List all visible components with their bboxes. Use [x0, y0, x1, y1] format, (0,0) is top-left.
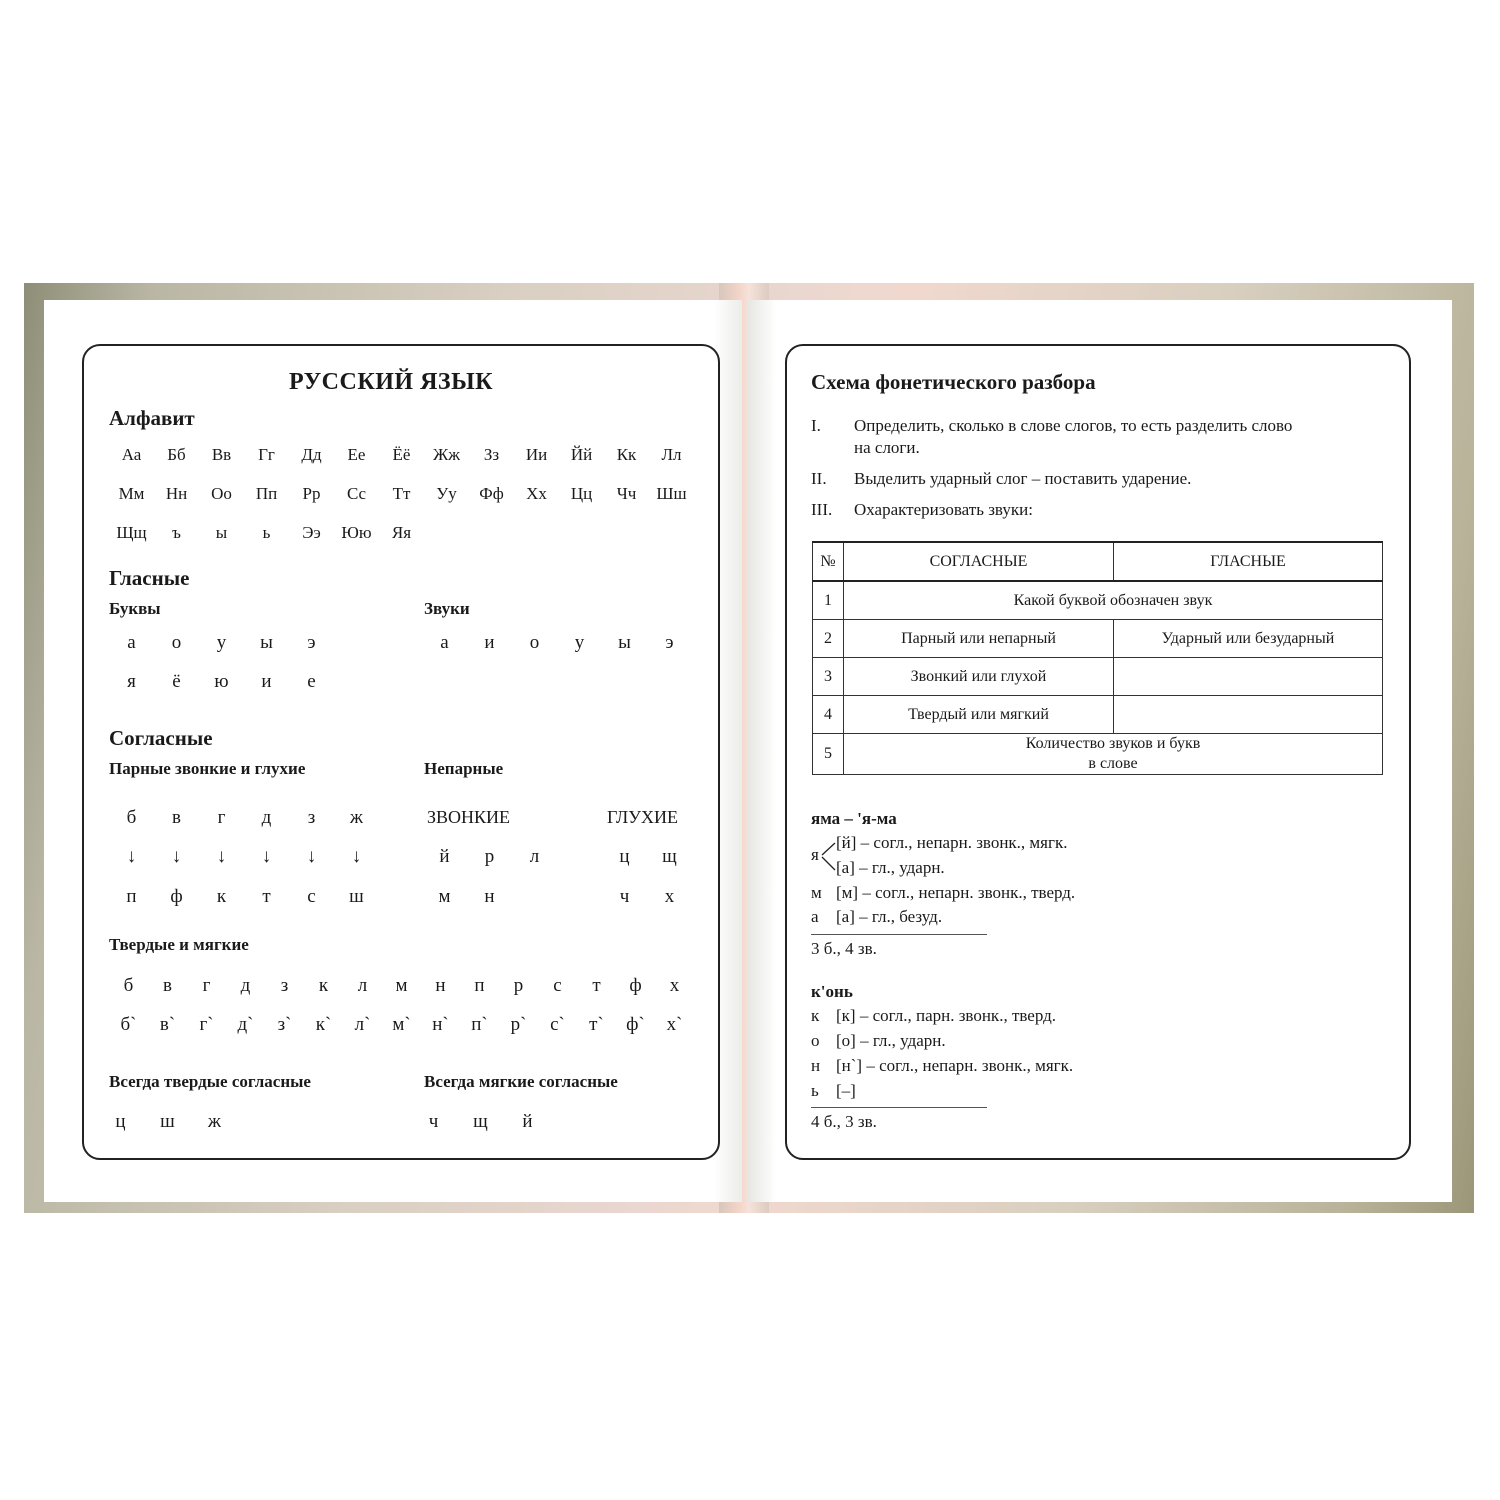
example-word: яма – 'я-ма — [811, 809, 897, 828]
example-line: [к] – согл., парн. звонк., тверд. — [836, 1006, 1057, 1025]
alphabet-row-2 — [109, 484, 694, 504]
vowel-letter: ё — [172, 671, 181, 692]
consonant-letter: н` — [432, 1014, 449, 1035]
vowel-letter: э — [307, 632, 316, 653]
alphabet-letter: ь — [262, 523, 271, 542]
alphabet-letter: Дд — [301, 445, 322, 464]
arrow-down-icon: ↓ — [126, 846, 137, 867]
consonant-letter: р — [484, 846, 495, 867]
table-cell-number: 3 — [813, 658, 844, 696]
example-letter: а — [811, 907, 819, 926]
vowel-letter: а — [127, 632, 136, 653]
consonant-letter: р — [513, 975, 524, 996]
consonant-letter: б — [126, 807, 137, 828]
alphabet-letter: Пп — [255, 484, 278, 503]
consonant-letter: м — [438, 886, 451, 907]
consonant-letter: х` — [666, 1014, 683, 1035]
alphabet-letter: Оо — [211, 484, 232, 503]
step-text: Определить, сколько в слове слогов, то есть разделить слово — [854, 416, 1293, 435]
alphabet-letter: Мм — [118, 484, 145, 503]
soft-consonants-row — [109, 1014, 694, 1036]
consonant-letter: ф — [629, 975, 642, 996]
consonant-letter: х — [669, 975, 680, 996]
consonant-letter: т — [262, 886, 271, 907]
consonant-letter: п — [126, 886, 137, 907]
table-cell-line: Количество звуков и букв — [1025, 735, 1201, 752]
phonetic-scheme-title: Схема фонетического разбора — [811, 370, 1096, 394]
vowel-sound: ы — [618, 632, 631, 653]
consonant-letter: т — [592, 975, 601, 996]
alphabet-letter: Йй — [570, 445, 593, 464]
alphabet-letter: Фф — [479, 484, 504, 503]
consonant-letter: ф` — [626, 1014, 645, 1035]
step-number: III. — [811, 500, 833, 519]
arrow-down-icon: ↓ — [171, 846, 182, 867]
step-text: на слоги. — [854, 438, 920, 457]
table-row — [813, 734, 1383, 775]
arrow-down-icon: ↓ — [306, 846, 317, 867]
vowel-sound: у — [574, 632, 585, 653]
consonant-letter: с` — [550, 1014, 565, 1035]
table-cell: Твердый или мягкий — [844, 696, 1114, 734]
example-line: [а] – гл., безуд. — [836, 907, 943, 926]
alphabet-letter: ы — [215, 523, 228, 542]
example-total: 3 б., 4 зв. — [811, 939, 877, 958]
example-letter: к — [811, 1006, 820, 1025]
alphabet-letter: Тт — [392, 484, 411, 503]
vowel-letter: ы — [260, 632, 273, 653]
consonant-letter: ж — [349, 807, 364, 828]
table-cell — [844, 734, 1383, 775]
example-total: 4 б., 3 зв. — [811, 1112, 877, 1131]
alphabet-letter: Рр — [302, 484, 321, 503]
consonant-letter: р` — [510, 1014, 527, 1035]
consonant-letter: д` — [237, 1014, 254, 1035]
alphabet-letter: Хх — [526, 484, 547, 503]
alphabet-letter: Вв — [211, 445, 232, 464]
bracket-icon — [821, 840, 837, 874]
alphabet-letter: Гг — [258, 445, 275, 464]
consonant-letter: в — [172, 807, 181, 828]
table-cell: Звонкий или глухой — [844, 658, 1114, 696]
consonant-letter: ч — [619, 886, 630, 907]
table-row — [813, 620, 1383, 658]
table-row — [813, 658, 1383, 696]
vowel-letters-label: Буквы — [109, 599, 161, 618]
always-soft-row — [410, 1111, 551, 1133]
table-cell: Какой буквой обозначен звук — [844, 581, 1383, 620]
consonant-letter: к — [216, 886, 227, 907]
consonant-letter: г — [202, 975, 211, 996]
example-line: [н`] – согл., непарн. звонк., мягк. — [836, 1056, 1074, 1075]
vowel-letter: е — [307, 671, 316, 692]
example-letter: ь — [811, 1081, 819, 1100]
consonant-letter: ш — [349, 886, 364, 907]
vowels-heading: Гласные — [109, 566, 190, 590]
table-cell-number: 1 — [813, 581, 844, 620]
alphabet-letter: Жж — [433, 445, 460, 464]
consonant-letter: щ — [473, 1111, 488, 1132]
consonant-letter: м` — [392, 1014, 411, 1035]
consonant-letter: й — [439, 846, 450, 867]
consonant-letter: н — [435, 975, 446, 996]
alphabet-letter: Шш — [656, 484, 687, 503]
always-hard-row — [97, 1111, 238, 1133]
consonant-letter: ш — [160, 1111, 175, 1132]
vowel-letter: ю — [214, 671, 229, 692]
table-row — [813, 696, 1383, 734]
alphabet-letter: Яя — [391, 523, 412, 542]
table-cell-line: в слове — [1088, 755, 1138, 772]
consonant-letter: л` — [354, 1014, 371, 1035]
alphabet-letter: Ее — [347, 445, 366, 464]
consonant-letter: ч — [428, 1111, 439, 1132]
consonant-letter: б — [123, 975, 134, 996]
table-cell — [1114, 658, 1383, 696]
alphabet-letter: Сс — [346, 484, 367, 503]
divider — [811, 1107, 987, 1108]
consonant-letter: с — [553, 975, 562, 996]
consonant-letter: в` — [159, 1014, 176, 1035]
consonant-letter: з — [280, 975, 289, 996]
consonant-letter: с — [307, 886, 316, 907]
step-text: Выделить ударный слог – поставить ударение. — [854, 469, 1192, 488]
vowel-letter: и — [261, 671, 272, 692]
consonant-letter: н — [484, 886, 495, 907]
table-cell-number: 4 — [813, 696, 844, 734]
voiced-label: ЗВОНКИЕ — [427, 807, 511, 827]
table-header-cell: СОГЛАСНЫЕ — [844, 542, 1114, 581]
example-line: [о] – гл., ударн. — [836, 1031, 946, 1050]
paired-consonants-label: Парные звонкие и глухие — [109, 759, 306, 778]
unpaired-consonants-label: Непарные — [424, 759, 504, 778]
alphabet-letter: Цц — [570, 484, 593, 503]
consonant-letter: л — [529, 846, 540, 867]
example-letter: м — [811, 883, 822, 902]
vowel-sound: а — [440, 632, 449, 653]
paired-voiceless-row — [109, 886, 379, 908]
example-letter: о — [811, 1031, 820, 1050]
consonant-letter: д — [240, 975, 251, 996]
table-cell: Ударный или безударный — [1114, 620, 1383, 658]
arrow-down-icon: ↓ — [216, 846, 227, 867]
table-cell-number: 2 — [813, 620, 844, 658]
vowel-sound: и — [484, 632, 495, 653]
voiceless-label: ГЛУХИЕ — [607, 807, 678, 827]
alphabet-letter: ъ — [172, 523, 181, 542]
example-line: [м] – согл., непарн. звонк., тверд. — [836, 883, 1076, 902]
vowel-sounds-row — [422, 632, 692, 654]
alphabet-letter: Лл — [661, 445, 682, 464]
paired-voiced-row — [109, 807, 379, 829]
alphabet-letter: Бб — [167, 445, 186, 464]
consonant-letter: л — [357, 975, 368, 996]
consonant-letter: в — [163, 975, 172, 996]
table-cell — [1114, 696, 1383, 734]
alphabet-row-3 — [109, 523, 424, 543]
alphabet-letter: Ёё — [392, 445, 411, 464]
alphabet-letter: Ээ — [302, 523, 321, 542]
consonant-letter: к` — [315, 1014, 332, 1035]
vowel-letters-row-2 — [109, 671, 334, 693]
arrow-down-icon: ↓ — [261, 846, 272, 867]
table-cell-number: 5 — [813, 734, 844, 775]
example-letter: н — [811, 1056, 821, 1075]
unpaired-voiced-row-2 — [422, 886, 512, 908]
consonant-letter: т` — [589, 1014, 604, 1035]
step-number: II. — [811, 469, 827, 488]
alphabet-letter: Щщ — [116, 523, 147, 542]
always-hard-label: Всегда твердые согласные — [109, 1072, 311, 1091]
alphabet-letter: Аа — [121, 445, 142, 464]
vowel-letters-row-1 — [109, 632, 334, 654]
hard-consonants-row — [109, 975, 694, 997]
table-header-cell: № — [813, 542, 844, 581]
consonant-letter: г — [217, 807, 226, 828]
vowel-sound: э — [665, 632, 674, 653]
alphabet-letter: Ии — [525, 445, 548, 464]
consonant-letter: й — [522, 1111, 533, 1132]
alphabet-letter: Чч — [616, 484, 637, 503]
alphabet-letter: Юю — [341, 523, 372, 542]
consonant-letter: п` — [471, 1014, 488, 1035]
consonant-letter: ц — [619, 846, 630, 867]
consonant-letter: п — [474, 975, 485, 996]
consonant-letter: ж — [207, 1111, 222, 1132]
alphabet-letter: Нн — [165, 484, 188, 503]
consonant-letter: к — [318, 975, 329, 996]
vowel-sounds-label: Звуки — [424, 599, 470, 618]
vowel-sound: о — [529, 632, 540, 653]
table-header-cell: ГЛАСНЫЕ — [1114, 542, 1383, 581]
step-text: Охарактеризовать звуки: — [854, 500, 1033, 519]
unpaired-voiceless-row-1 — [602, 846, 692, 868]
example-line: [а] – гл., ударн. — [836, 858, 945, 877]
consonant-letter: з — [307, 807, 316, 828]
table-header-row — [813, 542, 1383, 581]
hard-soft-label: Твердые и мягкие — [109, 935, 249, 954]
alphabet-heading: Алфавит — [109, 406, 195, 430]
example-word: к'онь — [811, 982, 853, 1001]
consonant-letter: ц — [115, 1111, 126, 1132]
alphabet-letter: Уу — [436, 484, 457, 503]
vowel-letter: у — [216, 632, 227, 653]
vowel-letter: о — [171, 632, 182, 653]
vowel-letter: я — [127, 671, 136, 692]
divider — [811, 934, 987, 935]
consonant-letter: ф — [170, 886, 183, 907]
consonants-heading: Согласные — [109, 726, 213, 750]
consonant-letter: м — [395, 975, 408, 996]
table-cell: Парный или непарный — [844, 620, 1114, 658]
consonant-letter: д — [261, 807, 272, 828]
table-row — [813, 581, 1383, 620]
unpaired-voiceless-row-2 — [602, 886, 692, 908]
left-panel — [82, 344, 720, 1160]
consonant-letter: б` — [120, 1014, 137, 1035]
alphabet-letter: Кк — [616, 445, 637, 464]
alphabet-letter: Зз — [483, 445, 500, 464]
consonant-letter: х — [664, 886, 675, 907]
consonant-letter: щ — [662, 846, 677, 867]
paired-arrows-row — [109, 846, 379, 868]
example-line: [й] – согл., непарн. звонк., мягк. — [836, 833, 1068, 852]
unpaired-voiced-row-1 — [422, 846, 557, 868]
alphabet-row-1 — [109, 445, 694, 465]
example-letter: я — [811, 845, 819, 864]
phonetic-table — [812, 541, 1383, 775]
page-title: РУССКИЙ ЯЗЫК — [289, 369, 494, 395]
always-soft-label: Всегда мягкие согласные — [424, 1072, 618, 1091]
step-number: I. — [811, 416, 821, 435]
example-line: [–] — [836, 1081, 856, 1100]
consonant-letter: з` — [277, 1014, 292, 1035]
arrow-down-icon: ↓ — [351, 846, 362, 867]
consonant-letter: г` — [199, 1014, 214, 1035]
